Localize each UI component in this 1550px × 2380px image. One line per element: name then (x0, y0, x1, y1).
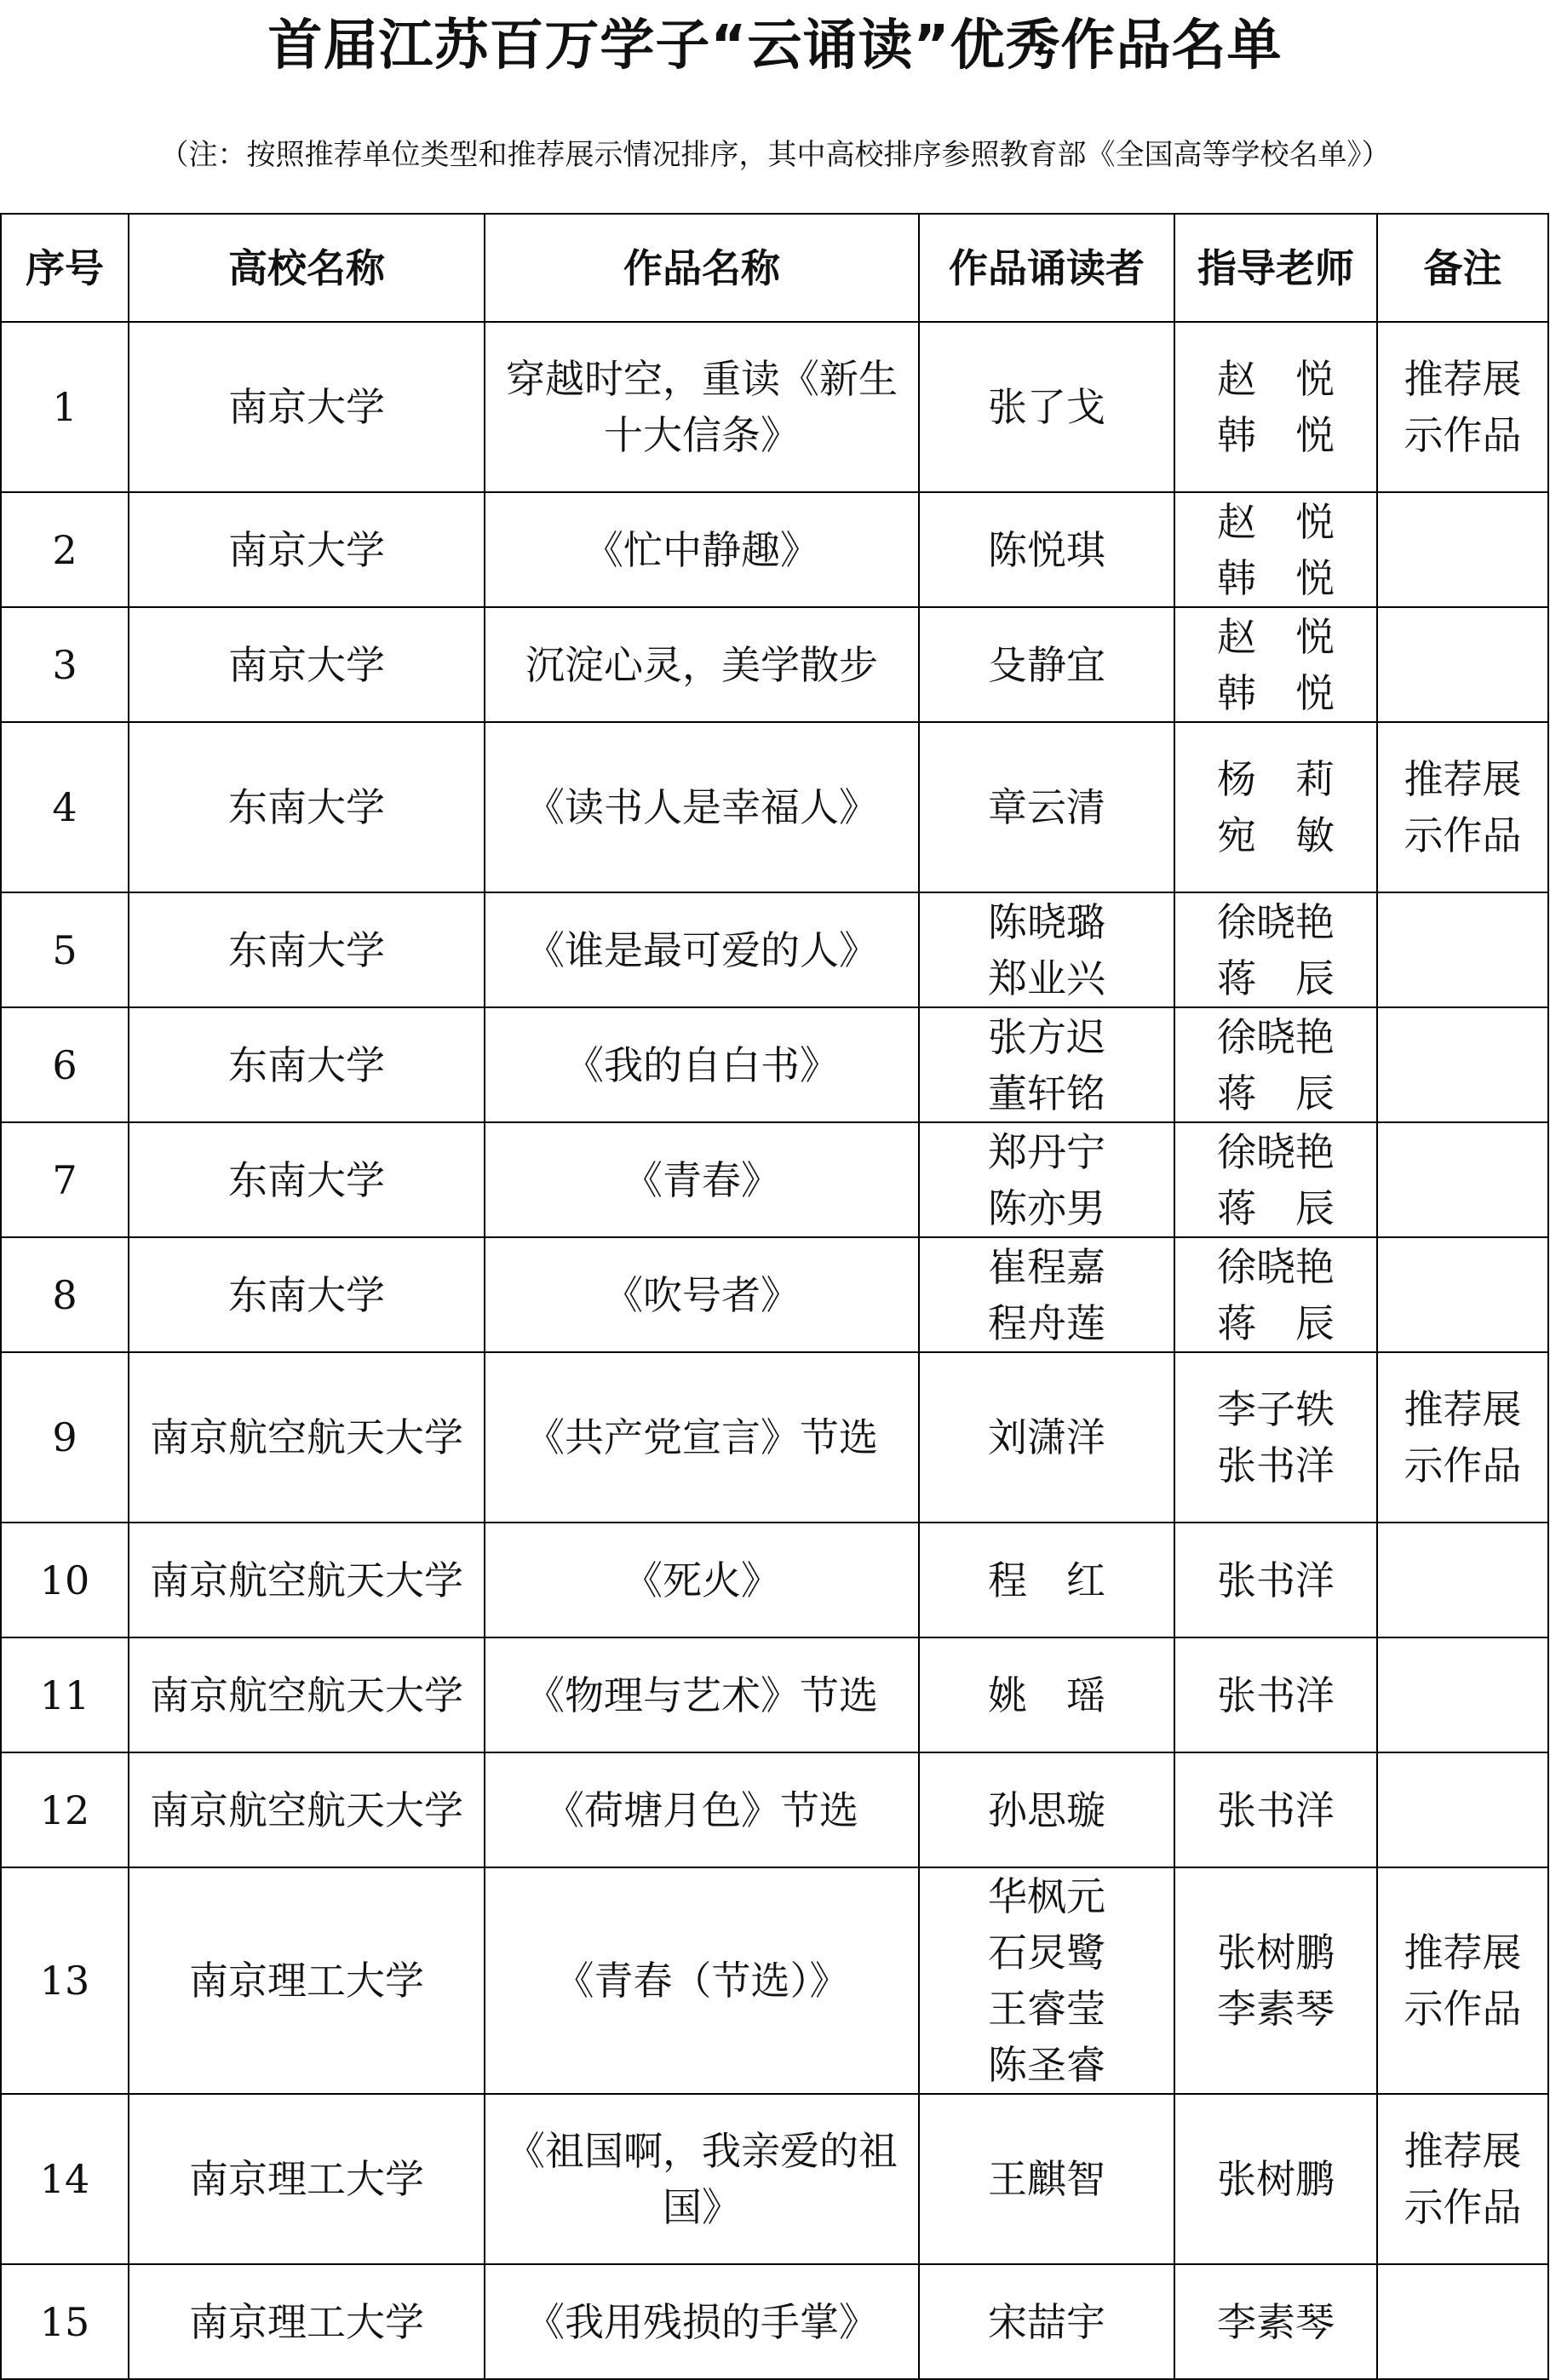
reader-name: 殳静宜 (988, 641, 1105, 688)
row-remark-cell (1377, 1237, 1548, 1352)
row-index-cell: 11 (1, 1637, 129, 1752)
row-index-cell: 14 (1, 2094, 129, 2264)
row-teachers-cell (1174, 1122, 1377, 1237)
teacher-name: 张书洋 (1217, 1557, 1335, 1603)
teacher-name: 蒋 辰 (1217, 1070, 1335, 1116)
row-school-cell: 南京大学 (129, 492, 485, 607)
teacher-name: 蒋 辰 (1217, 955, 1335, 1001)
teacher-name: 李素琴 (1217, 2298, 1335, 2345)
reader-name: 王麒智 (988, 2156, 1105, 2202)
row-readers-cell (919, 2264, 1174, 2379)
row-index-cell: 7 (1, 1122, 129, 1237)
table-row (1, 1352, 1548, 1523)
table-row (1, 1523, 1548, 1637)
reader-name: 刘潇洋 (988, 1414, 1105, 1460)
row-index-cell: 8 (1, 1237, 129, 1352)
row-remark-cell (1377, 892, 1548, 1007)
row-index-cell: 3 (1, 607, 129, 722)
reader-name: 姚 瑶 (988, 1672, 1105, 1718)
teacher-name: 蒋 辰 (1217, 1184, 1335, 1231)
row-remark-cell (1377, 1007, 1548, 1122)
row-remark-cell: 推荐展示作品 (1377, 1867, 1548, 2094)
row-work-cell: 《物理与艺术》节选 (485, 1637, 919, 1752)
teacher-name: 张树鹏 (1217, 2156, 1335, 2202)
table-row (1, 1752, 1548, 1867)
row-remark-cell: 推荐展示作品 (1377, 2094, 1548, 2264)
teacher-name: 赵 悦 (1217, 498, 1335, 545)
reader-name: 陈圣睿 (988, 2042, 1105, 2088)
row-work-cell: 沉淀心灵，美学散步 (485, 607, 919, 722)
row-readers-cell (919, 1867, 1174, 2094)
header-teachers: 指导老师 (1174, 214, 1377, 322)
row-index-cell: 9 (1, 1352, 129, 1523)
table-row (1, 1122, 1548, 1237)
row-remark-cell (1377, 1523, 1548, 1637)
row-index-cell: 1 (1, 322, 129, 492)
row-teachers-cell (1174, 2264, 1377, 2379)
row-teachers-cell (1174, 1237, 1377, 1352)
table-row (1, 1867, 1548, 2094)
reader-name: 郑丹宁 (988, 1128, 1105, 1175)
row-teachers-cell (1174, 2094, 1377, 2264)
row-index-cell: 6 (1, 1007, 129, 1122)
header-readers: 作品诵读者 (919, 214, 1174, 322)
row-work-cell: 穿越时空，重读《新生十大信条》 (485, 322, 919, 492)
reader-name: 崔程嘉 (988, 1243, 1105, 1290)
row-work-cell: 《我用残损的手掌》 (485, 2264, 919, 2379)
row-work-cell: 《祖国啊，我亲爱的祖国》 (485, 2094, 919, 2264)
reader-name: 宋喆宇 (988, 2298, 1105, 2345)
row-readers-cell (919, 1007, 1174, 1122)
row-remark-cell (1377, 1122, 1548, 1237)
table-row (1, 892, 1548, 1007)
table-body (1, 322, 1548, 2379)
reader-name: 王睿莹 (988, 1986, 1105, 2032)
row-work-cell: 《忙中静趣》 (485, 492, 919, 607)
row-work-cell: 《死火》 (485, 1523, 919, 1637)
row-readers-cell (919, 492, 1174, 607)
row-readers-cell (919, 722, 1174, 892)
teacher-name: 宛 敏 (1217, 812, 1335, 858)
reader-name: 郑业兴 (988, 955, 1105, 1001)
table-row (1, 322, 1548, 492)
row-remark-cell (1377, 1752, 1548, 1867)
row-index-cell: 12 (1, 1752, 129, 1867)
page-note: （注：按照推荐单位类型和推荐展示情况排序，其中高校排序参照教育部《全国高等学校名单》） (159, 138, 1391, 172)
row-index-cell: 5 (1, 892, 129, 1007)
row-remark-cell: 推荐展示作品 (1377, 722, 1548, 892)
teacher-name: 徐晓艳 (1217, 898, 1335, 945)
table-row (1, 2094, 1548, 2264)
row-readers-cell (919, 1237, 1174, 1352)
table-row (1, 1007, 1548, 1122)
row-school-cell: 南京理工大学 (129, 1867, 485, 2094)
row-readers-cell (919, 1523, 1174, 1637)
row-index-cell: 10 (1, 1523, 129, 1637)
row-school-cell: 东南大学 (129, 1237, 485, 1352)
teacher-name: 蒋 辰 (1217, 1299, 1335, 1346)
header-index: 序号 (1, 214, 129, 322)
row-school-cell: 东南大学 (129, 892, 485, 1007)
teacher-name: 李素琴 (1217, 1986, 1335, 2032)
row-readers-cell (919, 892, 1174, 1007)
row-readers-cell (919, 1122, 1174, 1237)
row-work-cell: 《谁是最可爱的人》 (485, 892, 919, 1007)
reader-name: 陈亦男 (988, 1184, 1105, 1231)
header-work: 作品名称 (485, 214, 919, 322)
row-teachers-cell (1174, 322, 1377, 492)
reader-name: 石炅鹭 (988, 1930, 1105, 1976)
table-row (1, 492, 1548, 607)
teacher-name: 张书洋 (1217, 1442, 1335, 1488)
teacher-name: 徐晓艳 (1217, 1243, 1335, 1290)
teacher-name: 杨 莉 (1217, 756, 1335, 802)
table-row (1, 607, 1548, 722)
page-title: 首届江苏百万学子“云诵读”优秀作品名单 (267, 14, 1283, 77)
teacher-name: 徐晓艳 (1217, 1128, 1335, 1175)
row-work-cell: 《共产党宣言》节选 (485, 1352, 919, 1523)
row-readers-cell (919, 1352, 1174, 1523)
row-work-cell: 《吹号者》 (485, 1237, 919, 1352)
row-work-cell: 《青春（节选）》 (485, 1867, 919, 2094)
row-teachers-cell (1174, 892, 1377, 1007)
teacher-name: 张树鹏 (1217, 1930, 1335, 1976)
row-index-cell: 15 (1, 2264, 129, 2379)
row-school-cell: 南京大学 (129, 322, 485, 492)
row-school-cell: 南京航空航天大学 (129, 1352, 485, 1523)
row-readers-cell (919, 1752, 1174, 1867)
header-remark: 备注 (1377, 214, 1548, 322)
row-work-cell: 《我的自白书》 (485, 1007, 919, 1122)
row-remark-cell (1377, 492, 1548, 607)
table-row (1, 1237, 1548, 1352)
row-remark-cell: 推荐展示作品 (1377, 1352, 1548, 1523)
reader-name: 章云清 (988, 784, 1105, 830)
row-school-cell: 东南大学 (129, 722, 485, 892)
teacher-name: 赵 悦 (1217, 613, 1335, 660)
reader-name: 程舟莲 (988, 1299, 1105, 1346)
teacher-name: 徐晓艳 (1217, 1013, 1335, 1060)
teacher-name: 韩 悦 (1217, 669, 1335, 716)
teacher-name: 赵 悦 (1217, 356, 1335, 402)
table-row (1, 2264, 1548, 2379)
row-index-cell: 4 (1, 722, 129, 892)
row-school-cell: 南京航空航天大学 (129, 1637, 485, 1752)
teacher-name: 李子轶 (1217, 1386, 1335, 1432)
reader-name: 张了戈 (988, 384, 1105, 430)
award-list-table (0, 213, 1549, 2380)
row-remark-cell: 推荐展示作品 (1377, 322, 1548, 492)
row-work-cell: 《青春》 (485, 1122, 919, 1237)
reader-name: 陈悦琪 (988, 526, 1105, 573)
row-school-cell: 南京大学 (129, 607, 485, 722)
row-teachers-cell (1174, 722, 1377, 892)
row-readers-cell (919, 2094, 1174, 2264)
teacher-name: 张书洋 (1217, 1786, 1335, 1833)
teacher-name: 张书洋 (1217, 1672, 1335, 1718)
row-readers-cell (919, 1637, 1174, 1752)
teacher-name: 韩 悦 (1217, 554, 1335, 601)
header-school: 高校名称 (129, 214, 485, 322)
row-school-cell: 南京航空航天大学 (129, 1523, 485, 1637)
row-school-cell: 东南大学 (129, 1122, 485, 1237)
reader-name: 张方迟 (988, 1013, 1105, 1060)
row-index-cell: 13 (1, 1867, 129, 2094)
row-readers-cell (919, 607, 1174, 722)
row-school-cell: 东南大学 (129, 1007, 485, 1122)
row-school-cell: 南京理工大学 (129, 2094, 485, 2264)
row-teachers-cell (1174, 1352, 1377, 1523)
teacher-name: 韩 悦 (1217, 412, 1335, 458)
row-school-cell: 南京理工大学 (129, 2264, 485, 2379)
row-index-cell: 2 (1, 492, 129, 607)
row-teachers-cell (1174, 1523, 1377, 1637)
row-work-cell: 《读书人是幸福人》 (485, 722, 919, 892)
row-remark-cell (1377, 2264, 1548, 2379)
reader-name: 孙思璇 (988, 1786, 1105, 1833)
row-teachers-cell (1174, 492, 1377, 607)
row-teachers-cell (1174, 1007, 1377, 1122)
table-header-row (1, 214, 1548, 322)
table-row (1, 722, 1548, 892)
row-school-cell: 南京航空航天大学 (129, 1752, 485, 1867)
row-readers-cell (919, 322, 1174, 492)
reader-name: 陈晓璐 (988, 898, 1105, 945)
row-teachers-cell (1174, 607, 1377, 722)
row-teachers-cell (1174, 1867, 1377, 2094)
row-teachers-cell (1174, 1637, 1377, 1752)
reader-name: 程 红 (988, 1557, 1105, 1603)
reader-name: 华枫元 (988, 1873, 1105, 1919)
reader-name: 董轩铭 (988, 1070, 1105, 1116)
row-remark-cell (1377, 1637, 1548, 1752)
table-row (1, 1637, 1548, 1752)
row-teachers-cell (1174, 1752, 1377, 1867)
row-work-cell: 《荷塘月色》节选 (485, 1752, 919, 1867)
row-remark-cell (1377, 607, 1548, 722)
